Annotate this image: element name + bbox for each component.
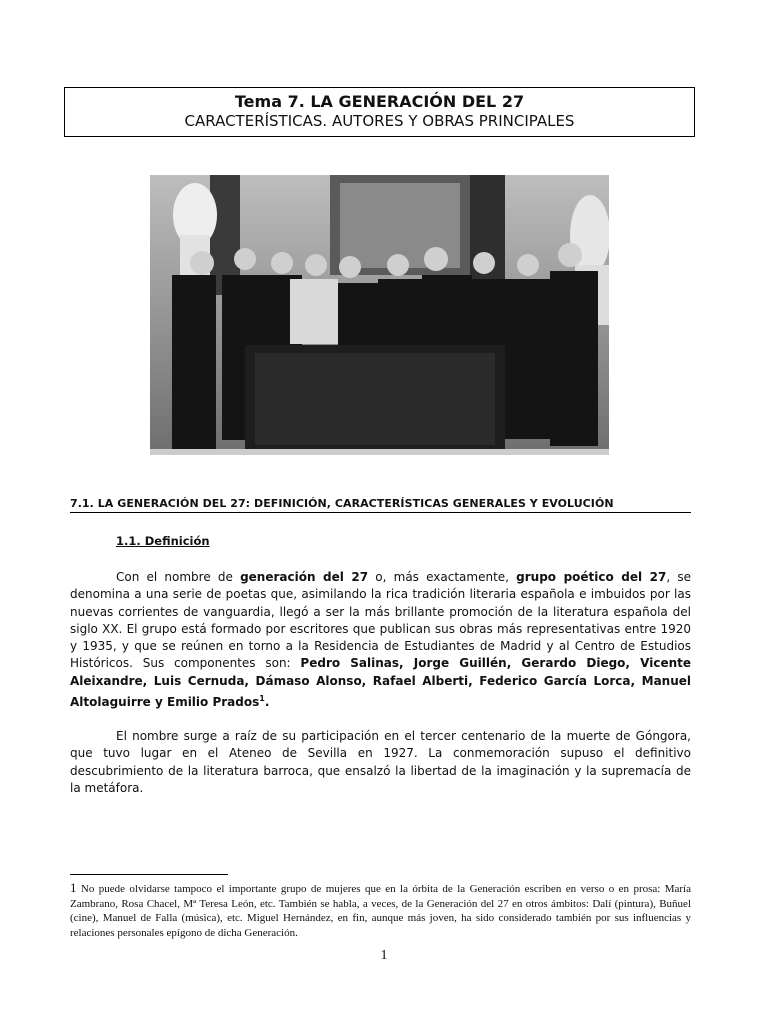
page-number: 1	[380, 948, 388, 963]
page-subtitle: CARACTERÍSTICAS. AUTORES Y OBRAS PRINCIPALES	[184, 112, 575, 130]
subsection-heading: 1.1. Definición	[116, 534, 210, 548]
group-photo-icon	[150, 175, 609, 455]
footnote: 1 No puede olvidarse tampoco el importante grupo de mujeres que en la órbita de la Generación escriben en verso o en prosa: María Zambrano, Rosa Chacel, Mª Teresa León, etc. También se habla, a veces, de la Generación del 27 en otros ámbitos: Dalí (pintura), Buñuel (cine), Manuel de Falla (música), etc. Miguel Hernández, en fin, aunque más joven, ha sido considerado también por sus influencias y relaciones personales epígono de dicha Generación.	[70, 880, 691, 939]
footnote-number: 1	[70, 880, 77, 895]
page-title: Tema 7. LA GENERACIÓN DEL 27	[234, 92, 525, 111]
group-photo	[150, 175, 609, 455]
section-heading: 7.1. LA GENERACIÓN DEL 27: DEFINICIÓN, CARACTERÍSTICAS GENERALES Y EVOLUCIÓN	[70, 497, 691, 513]
paragraph-definition: Con el nombre de generación del 27 o, más exactamente, grupo poético del 27, se denomina a una serie de poetas que, asimilando la rica tradición literaria española e imbuidos por las nuevas corrientes de vanguardia, llegó a ser la más brillante promoción de la literatura española del siglo XX. El grupo está formado por escritores que publican sus obras más representativas entre 1920 y 1935, y que se reúnen en torno a la Residencia de Estudiantes de Madrid y al Centro de Estudios Históricos. Sus componentes son: Pedro Salinas, Jorge Guillén, Gerardo Diego, Vicente Aleixandre, Luis Cernuda, Dámaso Alonso, Rafael Alberti, Federico García Lorca, Manuel Altolaguirre y Emilio Prados$^1$.	[70, 570, 692, 710]
footnote-divider	[70, 874, 228, 875]
footnote-ref[interactable]: 1	[259, 694, 265, 704]
title-box	[64, 87, 695, 137]
paragraph-origin: El nombre surge a raíz de su participación en el tercer centenario de la muerte de Góngora, que tuvo lugar en el Ateneo de Sevilla en 1927. La conmemoración supuso el definitivo descubrimiento de la literatura barroca, que ensalzó la libertad de la imaginación y la supremacía de la metáfora.	[70, 729, 691, 795]
